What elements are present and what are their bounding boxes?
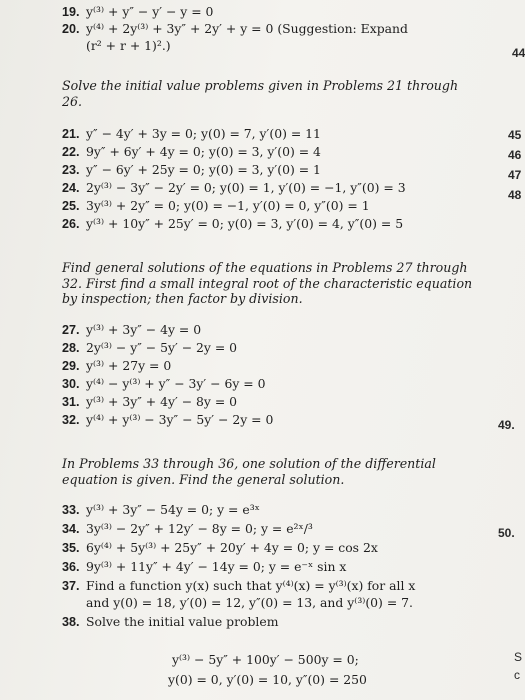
problem-26	[62, 216, 403, 232]
problem-number: 34.	[62, 522, 80, 536]
problem-number: 29.	[62, 359, 80, 373]
problem-number: 32.	[62, 413, 80, 427]
problem-text: 2y⁽³⁾ − y″ − 5y′ − 2y = 0	[86, 340, 238, 355]
problem-text: y″ − 4y′ + 3y = 0; y(0) = 7, y′(0) = 11	[86, 126, 321, 141]
margin-number: 44	[512, 46, 525, 60]
problem-22	[62, 144, 321, 160]
problem-25	[62, 198, 370, 214]
problem-text: y⁽⁴⁾ − y⁽³⁾ + y″ − 3y′ − 6y = 0	[86, 376, 266, 391]
problem-36	[62, 559, 346, 575]
problem-number: 37.	[62, 579, 80, 593]
problem-text: 3y⁽³⁾ + 2y″ = 0; y(0) = −1, y′(0) = 0, y″(0) = 1	[86, 198, 370, 213]
problem-text: y⁽³⁾ + 10y″ + 25y′ = 0; y(0) = 3, y′(0) = 4, y″(0) = 5	[86, 216, 404, 231]
problem-number: 35.	[62, 541, 80, 555]
problem-number: 27.	[62, 323, 80, 337]
problem-number: 24.	[62, 181, 80, 195]
problem-text: y⁽³⁾ + 27y = 0	[86, 358, 172, 373]
problem-text: 6y⁽⁴⁾ + 5y⁽³⁾ + 25y″ + 20y′ + 4y = 0; y = cos 2x	[86, 540, 378, 555]
problem-number: 31.	[62, 395, 80, 409]
instructions-21-26: Solve the initial value problems given in Problems 21 through 26.	[62, 78, 459, 109]
problem-number: 33.	[62, 503, 80, 517]
instructions-27-32: Find general solutions of the equations in Problems 27 through 32. First find a small integral root of the characteristic equation by inspection; then factor by division.	[62, 260, 473, 306]
problem-text: y⁽³⁾ + 3y″ − 54y = 0; y = e³ˣ	[86, 502, 260, 517]
problem-32	[62, 412, 273, 428]
problem-text: y⁽⁴⁾ + 2y⁽³⁾ + 3y″ + 2y′ + y = 0 (Suggestion: Expand	[86, 21, 408, 36]
problem-number: 23.	[62, 163, 80, 177]
ivp-conditions: y(0) = 0, y′(0) = 10, y″(0) = 250	[168, 672, 367, 687]
problem-38	[62, 614, 278, 630]
problem-number: 20.	[62, 22, 80, 36]
problem-35	[62, 540, 378, 556]
margin-letter: c	[514, 668, 520, 682]
problem-text: Find a function y(x) such that y⁽⁴⁾(x) = y⁽³⁾(x) for all x	[86, 578, 416, 593]
problem-28	[62, 340, 237, 356]
problem-37-continuation: and y(0) = 18, y′(0) = 12, y″(0) = 13, and y⁽³⁾(0) = 7.	[86, 595, 413, 610]
problem-text: Solve the initial value problem	[86, 614, 279, 629]
margin-number: 49.	[498, 418, 515, 432]
problem-30	[62, 376, 266, 392]
problem-24	[62, 180, 406, 196]
problem-31	[62, 394, 237, 410]
problem-number: 25.	[62, 199, 80, 213]
problem-34	[62, 521, 313, 537]
margin-number: 48	[508, 188, 522, 202]
problem-text: y⁽³⁾ + 3y″ + 4y′ − 8y = 0	[86, 394, 238, 409]
problem-text: y″ − 6y′ + 25y = 0; y(0) = 3, y′(0) = 1	[86, 162, 321, 177]
problem-number: 30.	[62, 377, 80, 391]
problem-number: 38.	[62, 615, 80, 629]
problem-number: 26.	[62, 217, 80, 231]
problem-27	[62, 322, 201, 338]
problem-29	[62, 358, 171, 374]
problem-number: 22.	[62, 145, 80, 159]
problem-text: y⁽³⁾ + y″ − y′ − y = 0	[86, 4, 214, 19]
problem-20-continuation: (r² + r + 1)².)	[86, 38, 171, 53]
problem-number: 28.	[62, 341, 80, 355]
problem-number: 19.	[62, 5, 80, 19]
problem-text: 9y⁽³⁾ + 11y″ + 4y′ − 14y = 0; y = e⁻ˣ sin x	[86, 559, 347, 574]
problem-20	[62, 21, 408, 37]
problem-text: 3y⁽³⁾ − 2y″ + 12y′ − 8y = 0; y = e²ˣ/³	[86, 521, 313, 536]
margin-number: 46	[508, 148, 522, 162]
problem-21	[62, 126, 321, 142]
problem-19	[62, 4, 213, 20]
instructions-33-36: In Problems 33 through 36, one solution of the differential equation is given. Find the general solution.	[62, 456, 436, 487]
problem-number: 21.	[62, 127, 80, 141]
problem-text: y⁽⁴⁾ + y⁽³⁾ − 3y″ − 5y′ − 2y = 0	[86, 412, 274, 427]
problem-23	[62, 162, 321, 178]
problem-number: 36.	[62, 560, 80, 574]
problem-33	[62, 502, 260, 518]
margin-number: 45	[508, 128, 522, 142]
problem-text: y⁽³⁾ + 3y″ − 4y = 0	[86, 322, 202, 337]
margin-letter: S	[514, 650, 523, 664]
margin-number: 47	[508, 168, 522, 182]
problem-text: 2y⁽³⁾ − 3y″ − 2y′ = 0; y(0) = 1, y′(0) = −1, y″(0) = 3	[86, 180, 406, 195]
margin-number: 50.	[498, 526, 515, 540]
problem-37	[62, 578, 415, 594]
problem-text: 9y″ + 6y′ + 4y = 0; y(0) = 3, y′(0) = 4	[86, 144, 321, 159]
ivp-equation: y⁽³⁾ − 5y″ + 100y′ − 500y = 0;	[172, 652, 359, 667]
